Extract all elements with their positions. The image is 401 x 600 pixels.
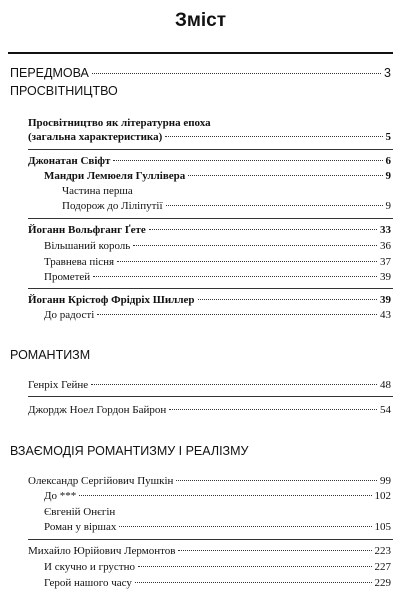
toc-entry-label: Генріх Гейне (28, 379, 89, 391)
toc-entry-label: ПЕРЕДМОВА (10, 66, 89, 80)
toc-entry-label: Вільшаний король (44, 240, 131, 252)
section-heading-enlightenment: ПРОСВІТНИЦТВО (10, 84, 118, 98)
leader-dots (138, 566, 371, 567)
toc-entry-label: И скучно и грустно (44, 561, 136, 573)
toc-entry-swift[interactable] (28, 155, 391, 167)
toc-entry-hero-of-our-time[interactable] (44, 577, 391, 589)
separator (28, 539, 393, 540)
toc-entry-label: Прометей (44, 271, 91, 283)
toc-entry-label: Травнева пісня (44, 256, 115, 268)
leader-dots (169, 409, 377, 410)
leader-dots (188, 175, 382, 176)
toc-entry-label: Мандри Лемюеля Гуллівера (44, 170, 186, 182)
leader-dots (97, 314, 377, 315)
toc-entry-page: 223 (374, 545, 391, 557)
leader-dots (92, 73, 381, 74)
toc-entry-pushkin[interactable] (28, 475, 391, 487)
toc-entry-enlightenment-intro-line1[interactable]: Просвітництво як літературна епоха (28, 117, 211, 129)
toc-entry-page: 48 (380, 379, 391, 391)
separator (28, 149, 393, 150)
toc-entry-page: 54 (380, 404, 391, 416)
title-rule (8, 52, 393, 54)
toc-entry-page: 105 (374, 521, 391, 533)
toc-entry-label: Джордж Ноел Гордон Байрон (28, 404, 167, 416)
toc-entry-label: Герой нашого часу (44, 577, 132, 589)
toc-entry-page: 99 (380, 475, 391, 487)
separator (28, 396, 393, 397)
toc-entry-heine[interactable] (28, 379, 391, 391)
toc-entry-bored-and-sad[interactable] (44, 561, 391, 573)
toc-entry-label: До радості (44, 309, 95, 321)
toc-entry-page: 5 (385, 131, 391, 143)
leader-dots (79, 495, 371, 496)
separator (28, 218, 393, 219)
toc-entry-page: 3 (384, 66, 391, 80)
toc-entry-page: 6 (385, 155, 391, 167)
toc-entry-preface[interactable] (10, 66, 391, 80)
page-title: Зміст (174, 10, 227, 31)
toc-entry-novel-in-verse[interactable] (44, 521, 391, 533)
toc-entry-to-asterisks[interactable] (44, 490, 391, 502)
toc-entry-byron[interactable] (28, 404, 391, 416)
toc-entry-page: 43 (380, 309, 391, 321)
toc-entry-label: Подорож до Ліліпутії (62, 200, 163, 212)
toc-entry-page: 9 (385, 170, 391, 182)
separator (28, 288, 393, 289)
leader-dots (117, 261, 377, 262)
leader-dots (119, 526, 371, 527)
toc-entry-goethe[interactable] (28, 224, 391, 236)
leader-dots (165, 136, 382, 137)
leader-dots (166, 205, 383, 206)
leader-dots (135, 582, 372, 583)
toc-entry-page: 39 (380, 271, 391, 283)
toc-entry-label: Михайло Юрійович Лермонтов (28, 545, 176, 557)
leader-dots (178, 550, 371, 551)
leader-dots (176, 480, 377, 481)
toc-entry-page: 102 (374, 490, 391, 502)
toc-entry-lilliput[interactable] (62, 200, 391, 212)
section-heading-romanticism-realism: ВЗАЄМОДІЯ РОМАНТИЗМУ І РЕАЛІЗМУ (10, 444, 249, 458)
toc-entry-page: 33 (380, 224, 391, 236)
toc-entry-part-one: Частина перша (62, 185, 133, 197)
toc-entry-enlightenment-intro[interactable] (28, 131, 391, 143)
leader-dots (133, 245, 377, 246)
toc-entry-label: Йоганн Крістоф Фрідріх Шиллер (28, 294, 195, 306)
toc-entry-onegin: Євгеній Онєгін (44, 506, 116, 518)
toc-entry-label: Олександр Сергійович Пушкін (28, 475, 174, 487)
toc-entry-schiller[interactable] (28, 294, 391, 306)
toc-entry-may-song[interactable] (44, 256, 391, 268)
toc-entry-label: Роман у віршах (44, 521, 117, 533)
leader-dots (149, 229, 377, 230)
section-heading-romanticism: РОМАНТИЗМ (10, 348, 91, 362)
toc-entry-label: До *** (44, 490, 77, 502)
toc-entry-label: (загальна характеристика) (28, 131, 163, 143)
toc-entry-page: 37 (380, 256, 391, 268)
toc-entry-erlkonig[interactable] (44, 240, 391, 252)
toc-entry-label: Йоганн Вольфганг Ґете (28, 224, 146, 236)
toc-entry-ode-to-joy[interactable] (44, 309, 391, 321)
leader-dots (93, 276, 377, 277)
toc-entry-page: 39 (380, 294, 391, 306)
leader-dots (91, 384, 377, 385)
toc-entry-page: 36 (380, 240, 391, 252)
toc-entry-lermontov[interactable] (28, 545, 391, 557)
toc-entry-label: Джонатан Свіфт (28, 155, 111, 167)
toc-entry-page: 229 (374, 577, 391, 589)
leader-dots (113, 160, 382, 161)
toc-entry-gulliver[interactable] (44, 170, 391, 182)
toc-entry-page: 227 (374, 561, 391, 573)
leader-dots (198, 299, 378, 300)
toc-entry-page: 9 (385, 200, 391, 212)
toc-entry-prometheus[interactable] (44, 271, 391, 283)
